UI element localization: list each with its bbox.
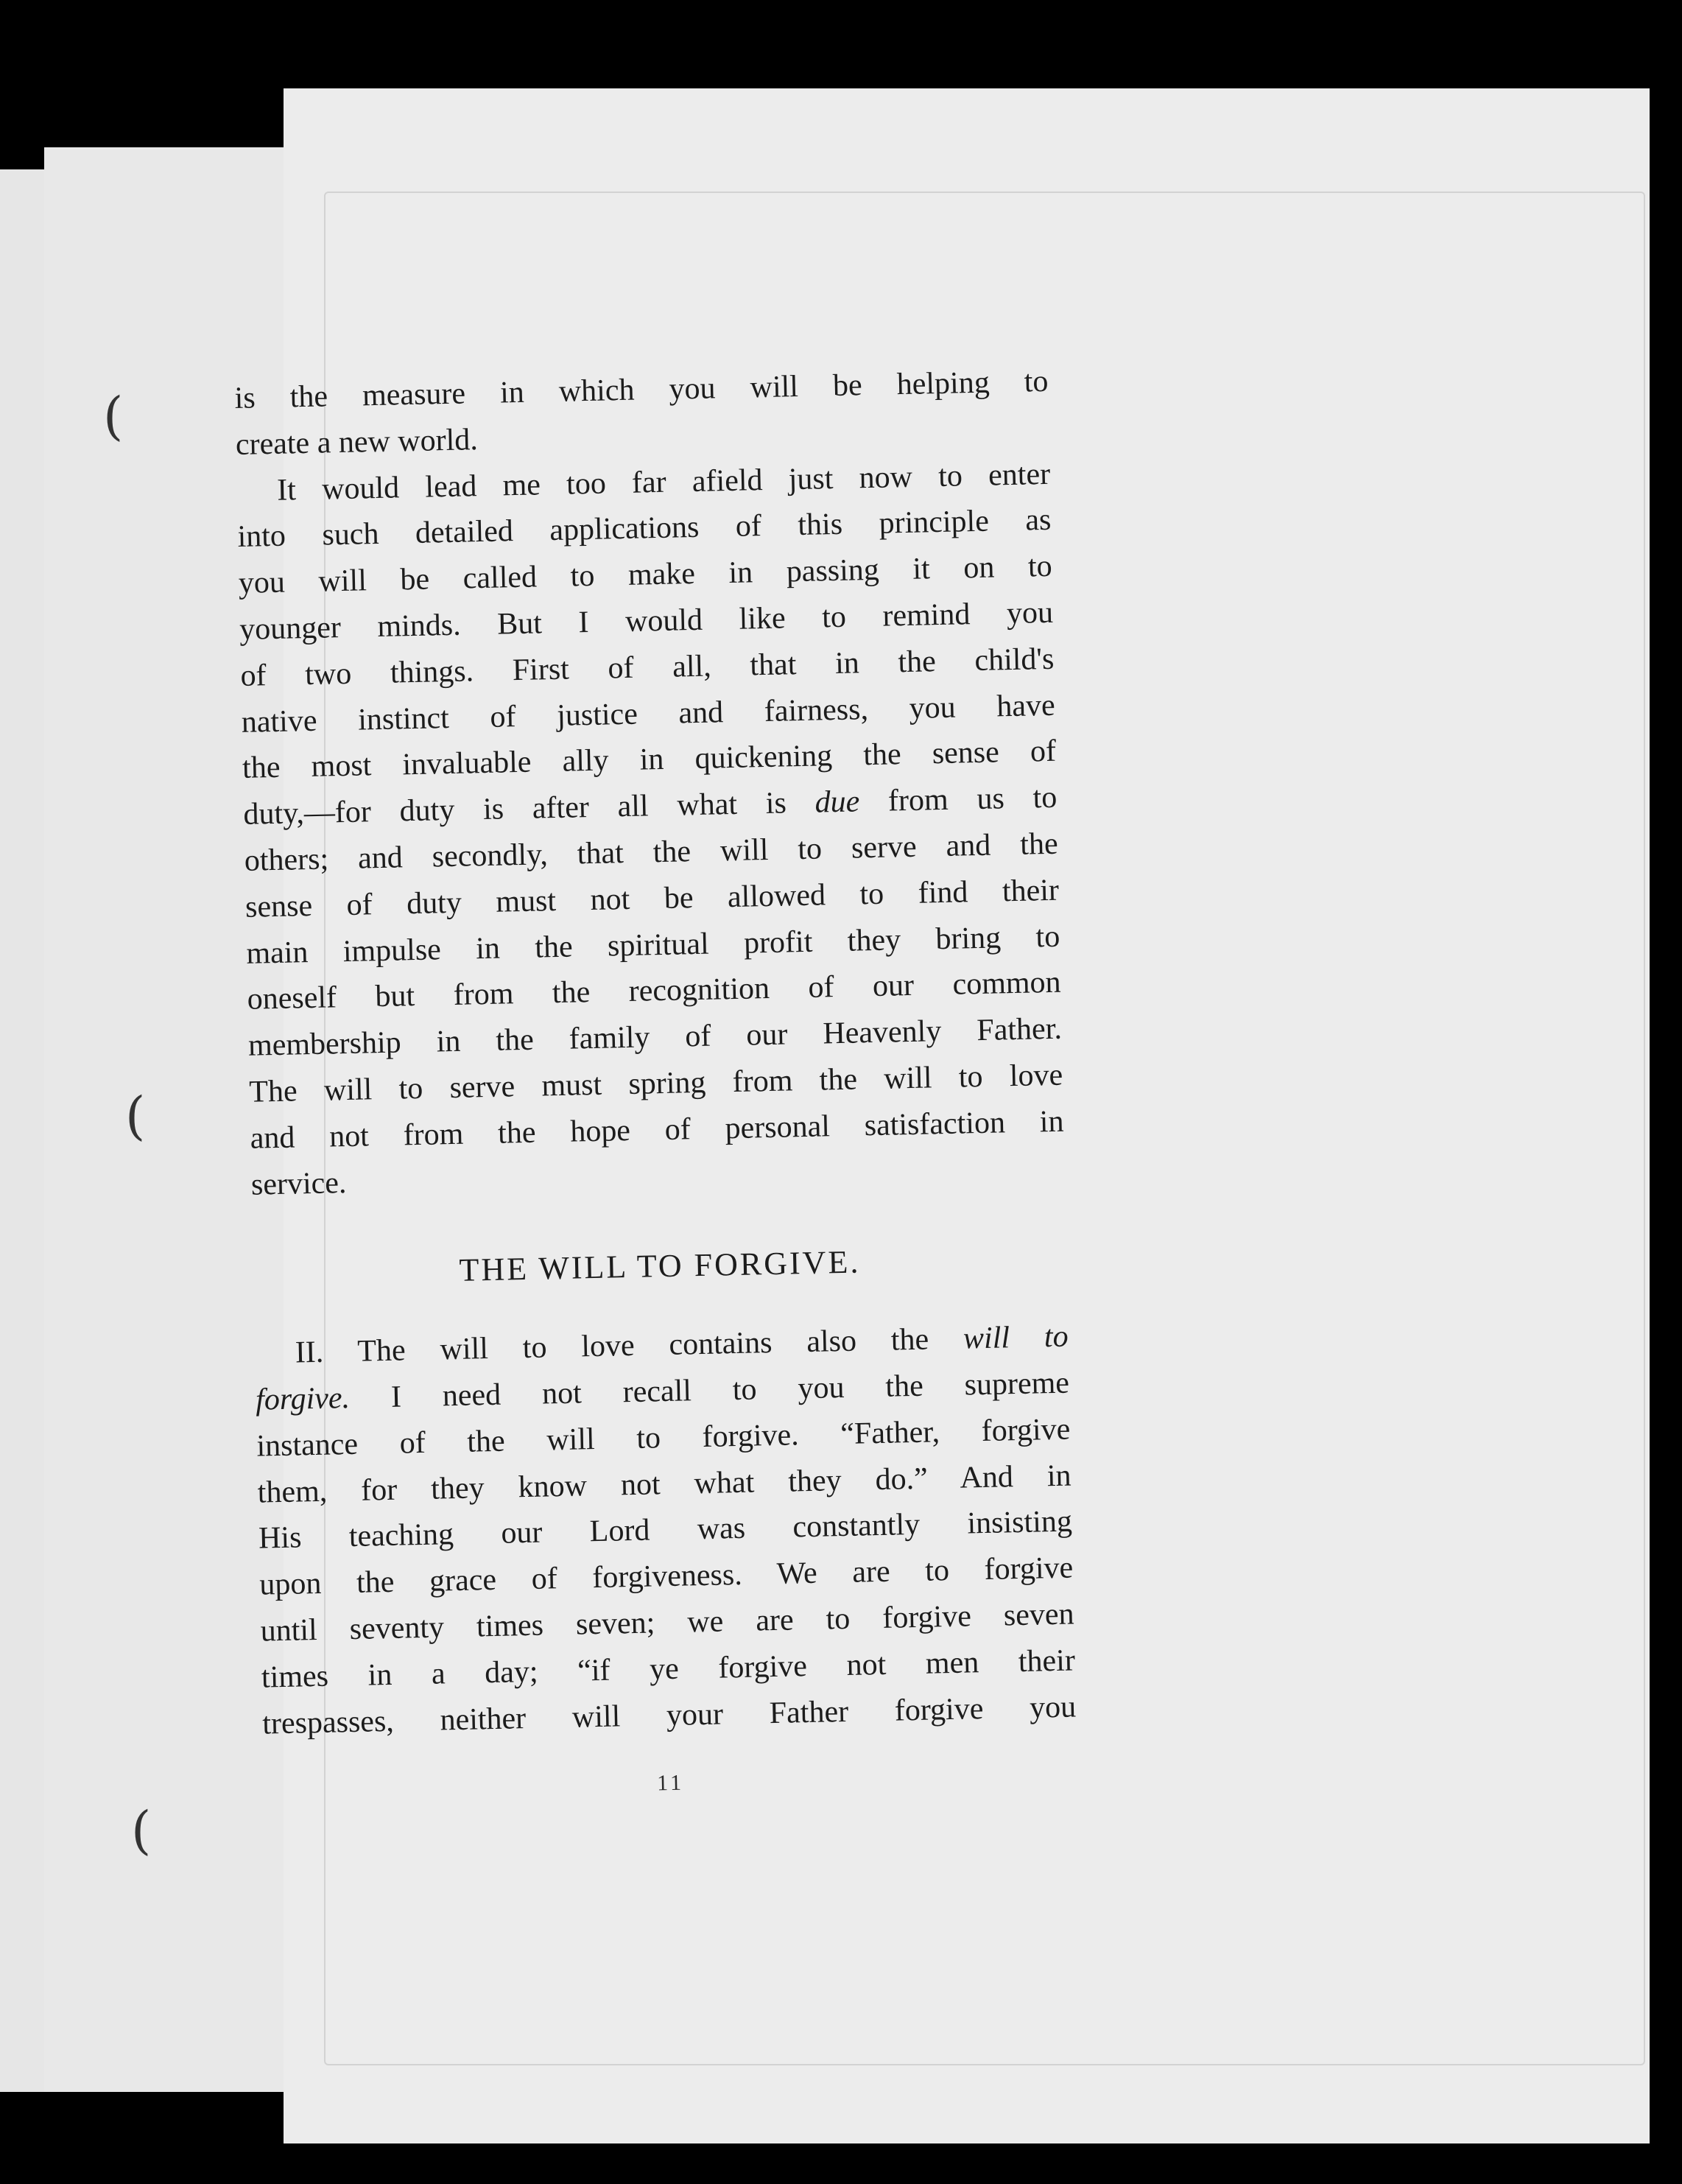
page-number: 11 — [656, 1770, 685, 1796]
emphasized-word: forgive. — [255, 1380, 351, 1417]
paragraph-line: The will to serve must spring from the will to love — [248, 1058, 1063, 1109]
paragraph-line: the most invaluable ally in quickening the sense of — [242, 734, 1057, 786]
emphasized-word: will to — [963, 1319, 1069, 1356]
paragraph-line: It would lead me too far afield just now to enter — [276, 457, 1051, 508]
paragraph-line: service. — [250, 1165, 347, 1202]
paragraph-line: of two things. First of all, that in the child's — [240, 642, 1055, 693]
paragraph-line: until seventy times seven; we are to forgive seven — [260, 1597, 1074, 1648]
section-heading: THE WILL TO FORGIVE. — [459, 1243, 861, 1289]
paragraph-line: sense of duty must not be allowed to find their — [244, 873, 1060, 924]
binding-hole-mark: ( — [131, 1800, 152, 1861]
paragraph-line: and not from the hope of personal satisfaction in — [250, 1104, 1064, 1156]
text-run: II. The will to love contains also the — [295, 1321, 964, 1370]
text-run: I need not recall to you the supreme — [349, 1366, 1070, 1415]
text-run: duty,—for duty is after all what is — [243, 785, 816, 832]
page-text-block — [234, 359, 1078, 1816]
paragraph-line: trespasses, neither will your Father forgive you — [261, 1689, 1077, 1741]
paragraph-line: is the measure in which you will be helping to — [234, 364, 1049, 415]
paragraph-line: you will be called to make in passing it on to — [238, 549, 1053, 601]
paragraph-line: oneself but from the recognition of our common — [247, 966, 1061, 1017]
paragraph-line: His teaching our Lord was constantly insisting — [258, 1504, 1073, 1556]
paragraph-line: others; and secondly, that the will to serve and the — [244, 826, 1059, 878]
binding-hole-mark: ( — [125, 1086, 146, 1146]
text-run: from us to — [859, 780, 1058, 819]
paragraph-line: create a new world. — [235, 422, 479, 462]
paragraph-line: them, for they know not what they do.” And in — [257, 1458, 1072, 1510]
paragraph-line: times in a day; “if ye forgive not men their — [261, 1643, 1076, 1695]
emphasized-word: due — [814, 784, 860, 820]
paragraph-line: younger minds. But I would like to remind you — [239, 595, 1054, 647]
paragraph-line: main impulse in the spiritual profit they bring to — [245, 919, 1060, 971]
paragraph-line: upon the grace of forgiveness. We are to forgive — [258, 1551, 1074, 1602]
binding-hole-mark: ( — [103, 386, 124, 446]
paragraph-line: instance of the will to forgive. “Father, forgive — [256, 1412, 1071, 1464]
paragraph-line: into such detailed applications of this principle as — [237, 503, 1052, 555]
paragraph-line: native instinct of justice and fairness, you have — [241, 688, 1056, 740]
paragraph-line: membership in the family of our Heavenly Father. — [247, 1011, 1063, 1063]
